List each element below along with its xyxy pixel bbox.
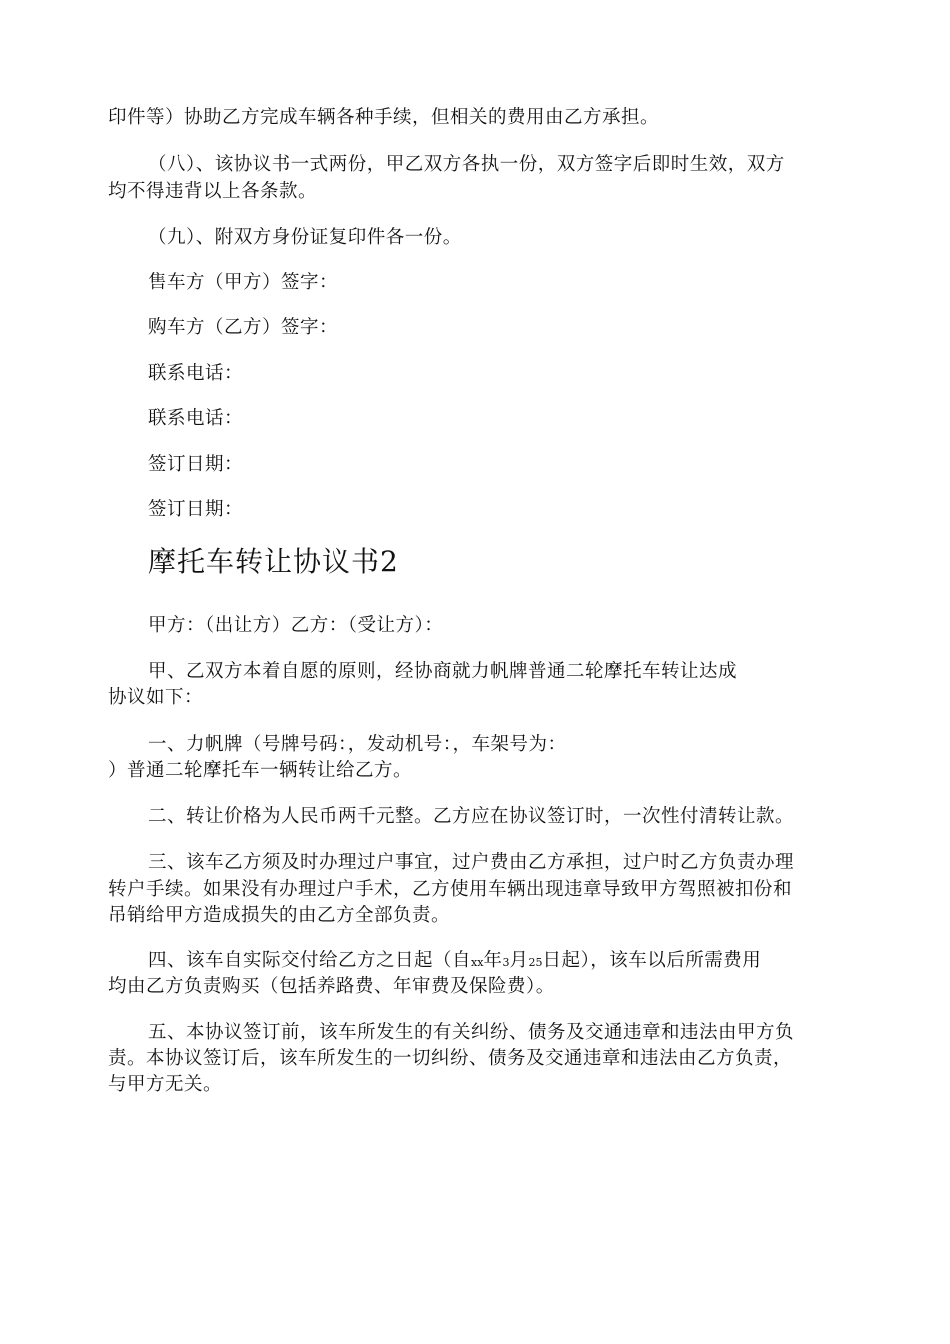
parties-line: 甲方：（出让方）乙方：（受让方）： <box>148 615 444 636</box>
clause-1-line-1: 一、力帆牌（号牌号码：，发动机号：，车架号为： <box>148 734 567 755</box>
phone-label-2: 联系电话： <box>148 408 244 429</box>
clause-3-line-2: 转户手续。如果没有办理过户手术，乙方使用车辆出现违章导致甲方驾照被扣份和 <box>108 879 793 900</box>
clause-4-line-2: 均由乙方负责购买（包括养路费、年审费及保险费）。 <box>108 976 555 997</box>
clause-3-line-3: 吊销给甲方造成损失的由乙方全部负责。 <box>108 905 451 926</box>
clause-4-text-a: 四、该车自实际交付给乙方之日起（自 <box>148 950 472 971</box>
clause-4-text-d: 日起），该车以后所需费用 <box>542 950 762 971</box>
paragraph-7-tail: 印件等）协助乙方完成车辆各种手续，但相关的费用由乙方承担。 <box>108 107 660 128</box>
clause-4-day: 25 <box>528 956 543 969</box>
phone-label-1: 联系电话： <box>148 363 244 384</box>
paragraph-8-line-2: 均不得违背以上各条款。 <box>108 181 318 202</box>
clause-5-line-2: 责。本协议签订后，该车所发生的一切纠纷、债务及交通违章和违法由乙方负责， <box>108 1048 793 1069</box>
seller-signature-label: 售车方（甲方）签字： <box>148 272 339 293</box>
paragraph-9: （九）、附双方身份证复印件各一份。 <box>148 227 462 248</box>
document-title: 摩托车转让协议书2 <box>148 545 399 578</box>
paragraph-8-line-1: （八）、该协议书一式两份，甲乙双方各执一份，双方签字后即时生效，双方 <box>148 154 785 175</box>
intro-line-2: 协议如下： <box>108 687 204 708</box>
buyer-signature-label: 购车方（乙方）签字： <box>148 317 339 338</box>
clause-4-line-1 <box>148 949 761 975</box>
clause-4-text-b: 年 <box>483 950 503 971</box>
clause-4-year: xx <box>471 956 484 969</box>
date-label-2: 签订日期： <box>148 499 244 520</box>
clause-4-month: 3 <box>502 956 510 969</box>
intro-line-1: 甲、乙双方本着自愿的原则，经协商就力帆牌普通二轮摩托车转让达成 <box>148 661 738 682</box>
clause-3-line-1: 三、该车乙方须及时办理过户事宜，过户费由乙方承担，过户时乙方负责办理 <box>148 852 795 873</box>
clause-1-line-2: ）普通二轮摩托车一辆转让给乙方。 <box>108 760 413 781</box>
date-label-1: 签订日期： <box>148 454 244 475</box>
clause-4-text-c: 月 <box>509 950 529 971</box>
clause-2: 二、转让价格为人民币两千元整。乙方应在协议签订时，一次性付清转让款。 <box>148 806 795 827</box>
clause-5-line-1: 五、本协议签订前，该车所发生的有关纠纷、债务及交通违章和违法由甲方负 <box>148 1022 795 1043</box>
clause-5-line-3: 与甲方无关。 <box>108 1074 223 1095</box>
